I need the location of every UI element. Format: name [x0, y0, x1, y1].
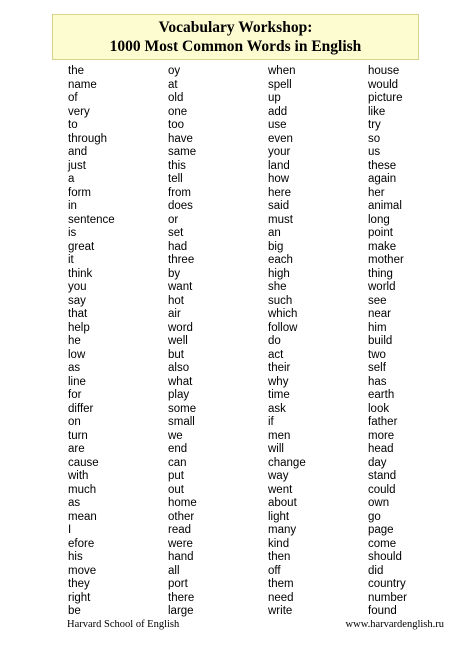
word-item: but	[168, 348, 184, 361]
word-item: do	[268, 335, 281, 347]
word-item: through	[68, 132, 108, 145]
word-item: father	[368, 416, 398, 428]
word-item: act	[268, 348, 284, 361]
word-item: an	[268, 227, 281, 239]
word-item: by	[168, 267, 181, 280]
word-list	[0, 65, 474, 617]
word-item: name	[68, 78, 97, 91]
word-item: mother	[368, 254, 404, 266]
word-item: men	[268, 429, 291, 442]
word-item: turn	[68, 429, 88, 442]
word-item: efore	[68, 537, 95, 550]
word-item: tell	[168, 173, 183, 185]
footer-website: www.harvardenglish.ru	[345, 619, 444, 630]
word-item: two	[368, 348, 386, 361]
word-column-4	[368, 65, 407, 619]
word-item: their	[268, 362, 291, 374]
word-item: how	[268, 173, 290, 185]
word-item: said	[268, 200, 290, 212]
word-item: like	[368, 105, 386, 118]
word-item: try	[368, 119, 381, 131]
word-item: at	[168, 78, 178, 91]
word-item: come	[368, 537, 397, 550]
word-item: port	[168, 578, 188, 590]
word-item: look	[368, 402, 390, 415]
word-item: more	[368, 429, 395, 442]
word-item: kind	[268, 537, 290, 550]
word-item: what	[168, 375, 193, 388]
word-item: world	[368, 281, 396, 293]
word-item: point	[368, 227, 393, 239]
word-item: time	[268, 389, 290, 401]
word-item: change	[268, 456, 306, 469]
word-item: such	[268, 294, 293, 307]
word-item: this	[168, 159, 186, 172]
word-item: on	[68, 416, 81, 428]
word-item: follow	[268, 321, 298, 334]
word-item: number	[368, 591, 407, 604]
word-item: see	[368, 294, 387, 307]
word-item: why	[268, 375, 289, 388]
word-item: old	[168, 92, 184, 104]
word-item: of	[68, 92, 78, 104]
word-item: think	[68, 267, 93, 280]
word-item: from	[168, 186, 191, 199]
word-item: well	[168, 335, 188, 347]
word-item: each	[268, 254, 293, 266]
word-item: end	[168, 443, 188, 455]
title-line-1: Vocabulary Workshop:	[158, 19, 313, 36]
word-item: land	[268, 159, 290, 172]
word-item: your	[268, 146, 291, 158]
word-item: then	[268, 551, 291, 563]
word-item: a	[68, 173, 75, 185]
word-item: own	[368, 497, 390, 509]
footer-publisher: Harvard School of English	[67, 619, 180, 630]
word-column-3	[268, 65, 306, 619]
word-item: they	[68, 578, 90, 590]
word-item: picture	[368, 92, 403, 104]
word-item: so	[368, 132, 381, 145]
word-item: small	[168, 416, 195, 428]
word-item: did	[368, 564, 384, 577]
word-item: word	[168, 321, 193, 334]
word-item: the	[68, 65, 84, 77]
word-item: found	[368, 605, 397, 617]
word-item: way	[268, 470, 289, 482]
word-item: went	[268, 483, 293, 496]
word-item: set	[168, 227, 184, 239]
word-item: much	[68, 483, 97, 496]
word-item: thing	[368, 267, 393, 280]
word-item: play	[168, 389, 190, 401]
word-item: or	[168, 213, 179, 226]
word-item: right	[68, 591, 91, 604]
word-item: hot	[168, 294, 184, 307]
word-item: as	[68, 362, 81, 374]
word-item: want	[168, 281, 193, 293]
word-item: head	[368, 443, 394, 455]
word-item: in	[68, 200, 77, 212]
word-item: air	[168, 308, 181, 320]
word-item: large	[168, 605, 194, 617]
word-item: he	[68, 335, 81, 347]
word-item: to	[68, 119, 78, 131]
word-item: oy	[168, 65, 181, 77]
word-item: form	[68, 186, 91, 199]
word-item: we	[168, 429, 183, 442]
word-item: us	[368, 146, 381, 158]
word-item: as	[68, 497, 81, 509]
word-item: just	[68, 159, 86, 172]
word-item: also	[168, 362, 190, 374]
word-item: can	[168, 456, 187, 469]
word-item: about	[268, 497, 297, 509]
word-item: animal	[368, 200, 402, 212]
word-item: write	[268, 605, 293, 617]
word-item: her	[368, 186, 385, 199]
word-item: and	[68, 146, 88, 158]
word-item: differ	[68, 402, 94, 415]
word-item: when	[268, 65, 296, 77]
word-item: for	[68, 389, 82, 401]
word-item: too	[168, 119, 184, 131]
word-item: one	[168, 105, 188, 118]
word-item: day	[368, 456, 387, 469]
word-item: great	[68, 240, 95, 253]
word-item: with	[68, 470, 89, 482]
word-item: page	[368, 524, 394, 536]
word-item: here	[268, 186, 292, 199]
word-item: cause	[68, 456, 99, 469]
word-item: line	[68, 375, 86, 388]
word-item: these	[368, 159, 397, 172]
word-item: put	[168, 470, 184, 482]
word-item: low	[68, 348, 86, 361]
word-item: near	[368, 308, 392, 320]
word-item: even	[268, 132, 293, 145]
word-item: would	[368, 78, 399, 91]
word-item: go	[368, 510, 381, 523]
title-banner	[52, 14, 419, 60]
word-item: out	[168, 483, 184, 496]
word-item: home	[168, 497, 197, 509]
word-item: long	[368, 213, 390, 226]
word-item: help	[68, 321, 90, 334]
word-item: does	[168, 200, 193, 212]
word-item: again	[368, 173, 397, 185]
word-item: you	[68, 281, 87, 293]
word-item: some	[168, 402, 197, 415]
word-item: three	[168, 254, 195, 266]
word-item: off	[268, 564, 281, 577]
word-item: house	[368, 65, 400, 77]
word-item: spell	[268, 78, 292, 91]
word-item: mean	[68, 510, 97, 523]
word-item: she	[268, 281, 287, 293]
word-item: should	[368, 551, 402, 563]
word-item: hand	[168, 551, 194, 563]
word-item: make	[368, 240, 397, 253]
word-item: had	[168, 240, 188, 253]
word-item: build	[368, 335, 393, 347]
word-item: could	[368, 483, 396, 496]
word-column-1	[68, 65, 115, 619]
word-item: has	[368, 375, 387, 388]
word-column-2	[168, 65, 197, 619]
word-item: move	[68, 564, 97, 577]
word-item: very	[68, 105, 90, 118]
word-item: them	[268, 578, 294, 590]
word-item: add	[268, 105, 288, 118]
word-item: which	[268, 308, 298, 320]
word-item: self	[368, 362, 386, 374]
word-item: other	[168, 510, 195, 523]
word-item: if	[268, 416, 274, 428]
word-item: up	[268, 92, 281, 104]
word-item: say	[68, 294, 86, 307]
word-item: I	[68, 524, 72, 536]
word-item: his	[68, 551, 83, 563]
word-item: earth	[368, 389, 395, 401]
word-item: same	[168, 146, 197, 158]
word-item: big	[268, 240, 284, 253]
word-item: him	[368, 321, 387, 334]
word-item: many	[268, 524, 297, 536]
word-item: sentence	[68, 213, 115, 226]
word-item: have	[168, 132, 193, 145]
word-item: light	[268, 510, 290, 523]
word-item: high	[268, 267, 290, 280]
word-item: stand	[368, 470, 397, 482]
word-item: will	[268, 443, 284, 455]
word-item: that	[68, 308, 88, 320]
word-item: need	[268, 591, 294, 604]
word-item: it	[68, 254, 74, 266]
word-item: all	[168, 564, 180, 577]
word-item: must	[268, 213, 293, 226]
word-item: use	[268, 119, 287, 131]
word-item: ask	[268, 402, 286, 415]
word-item: there	[168, 591, 195, 604]
word-item: were	[168, 537, 193, 550]
word-item: be	[68, 605, 81, 617]
title-line-2: 1000 Most Common Words in English	[109, 38, 362, 55]
word-item: read	[168, 524, 192, 536]
word-item: country	[368, 578, 406, 590]
word-item: are	[68, 443, 85, 455]
word-item: is	[68, 227, 77, 239]
